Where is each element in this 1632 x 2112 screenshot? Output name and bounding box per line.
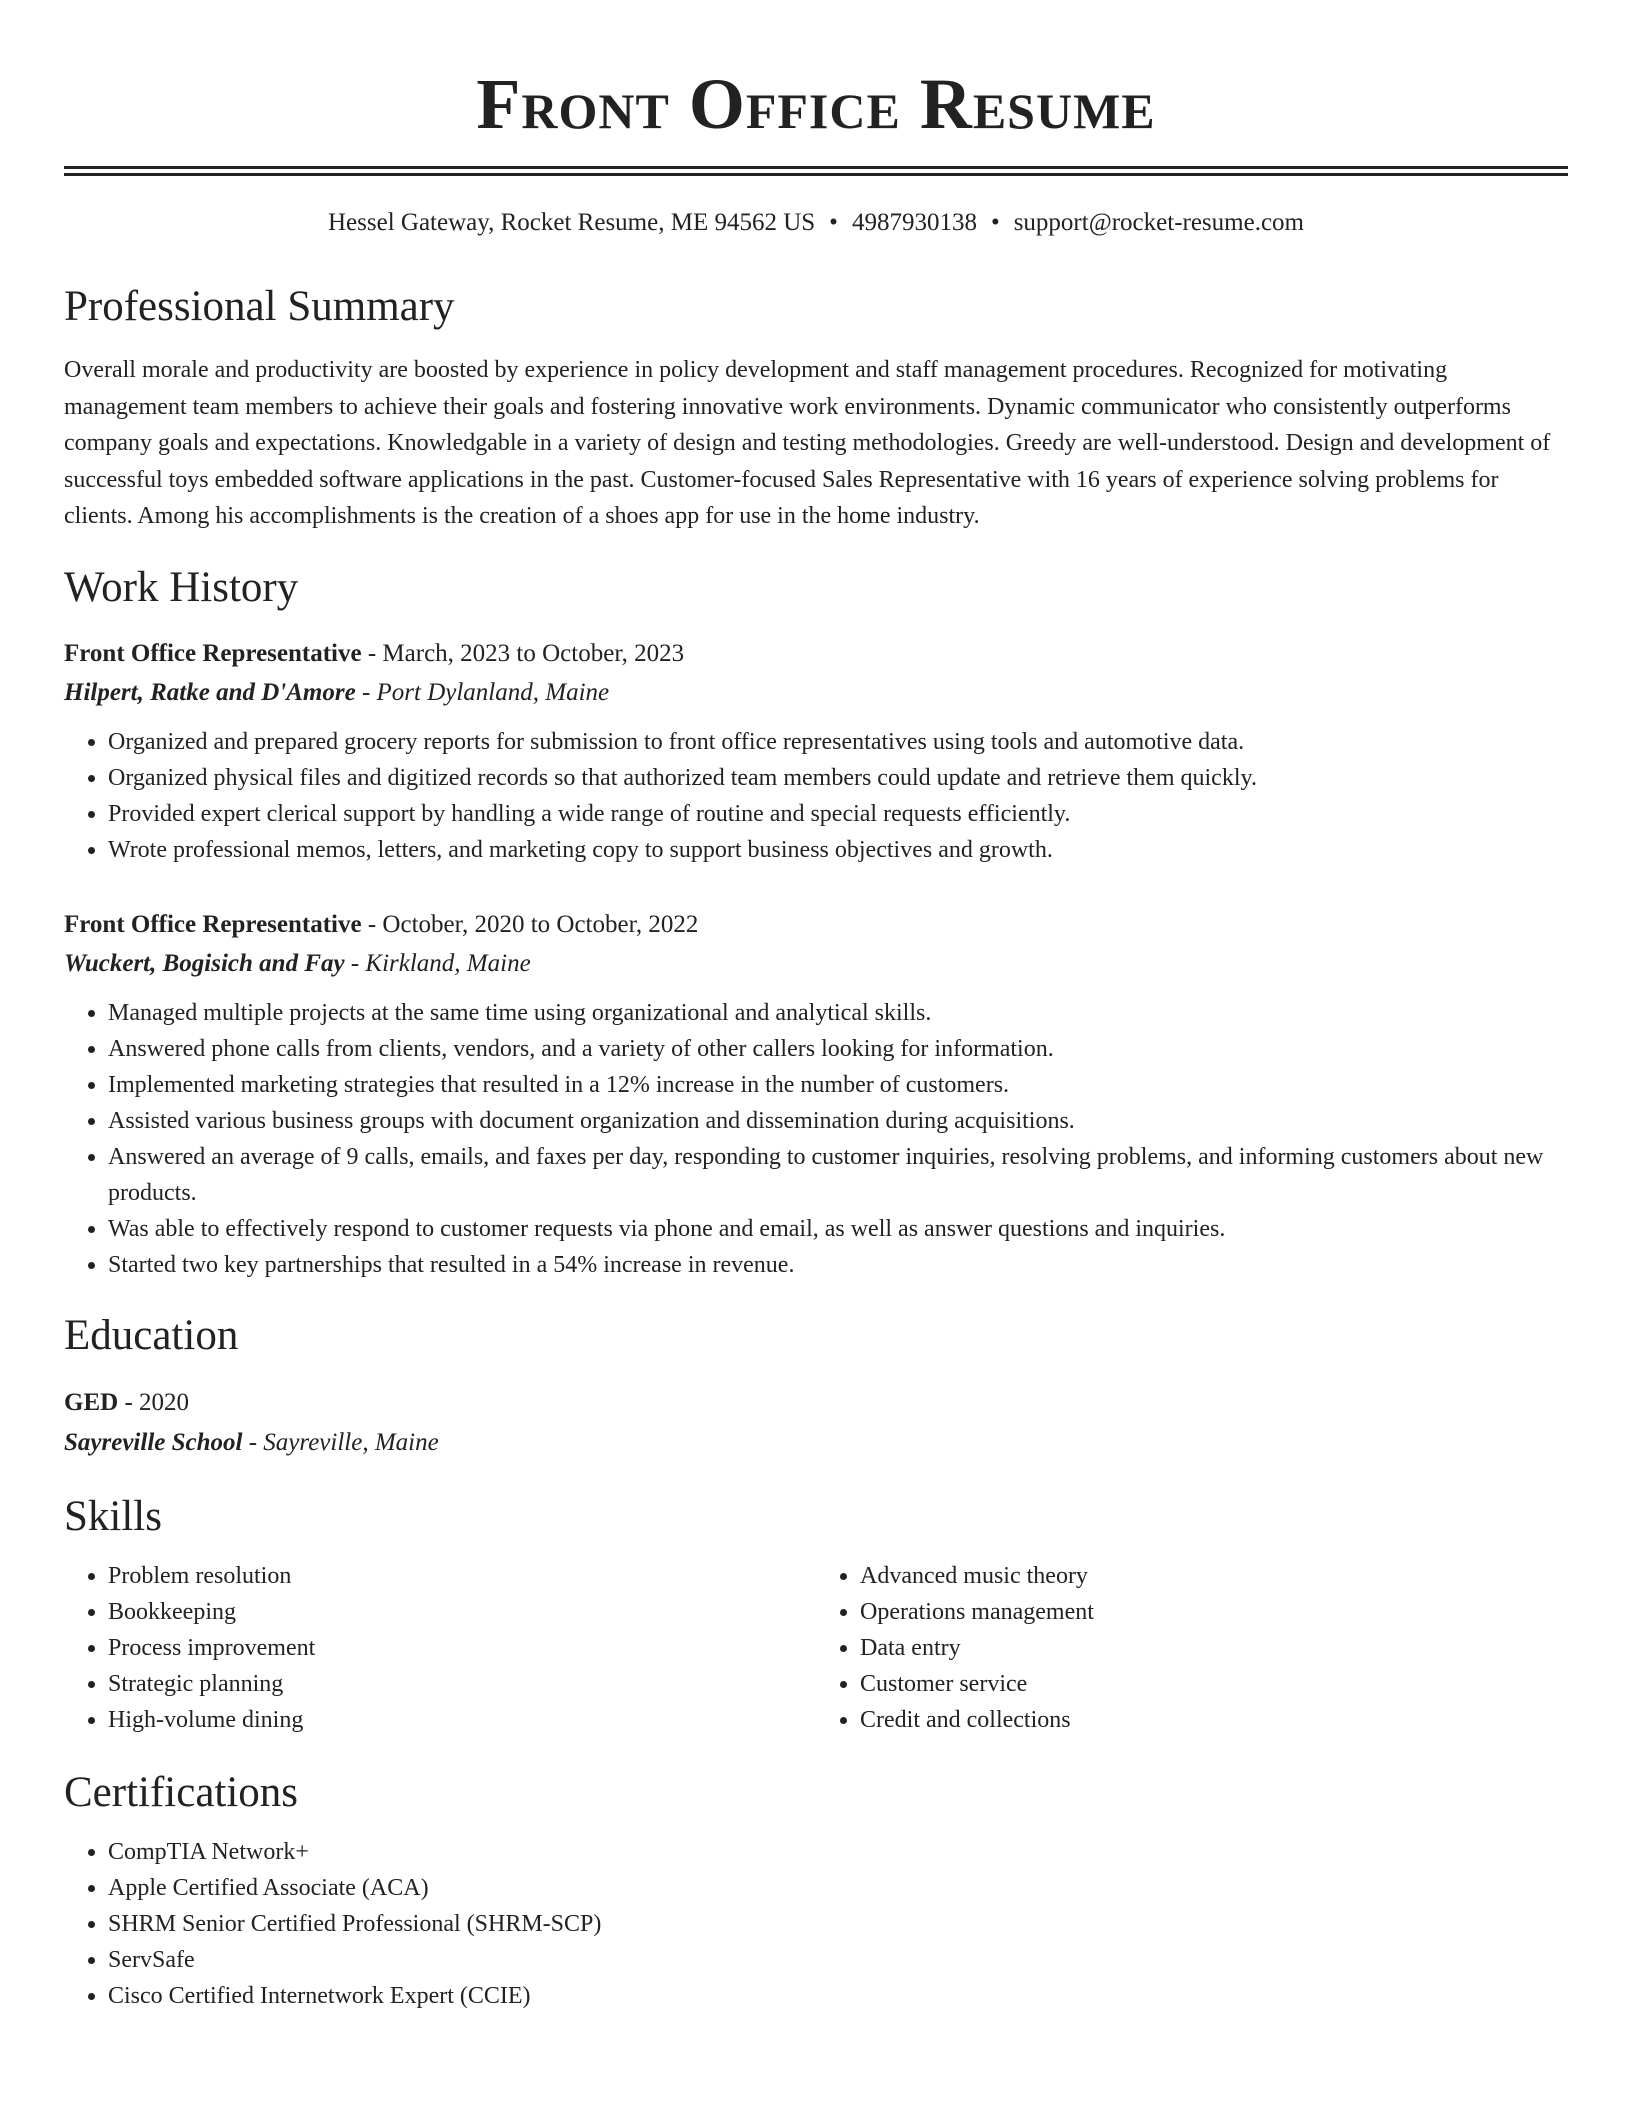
skill-item: • Advanced music theory [860, 1558, 1568, 1594]
title-double-rule [64, 166, 1568, 176]
skills-columns [64, 1558, 1568, 1738]
education-section [64, 1309, 1568, 1462]
certification-list [64, 1834, 1568, 2014]
job-bullet: • Assisted various business groups with document organization and dissemination during acquisitions. [108, 1103, 1568, 1139]
certification-item: • Apple Certified Associate (ACA) [108, 1870, 1568, 1906]
job-bullet: • Answered phone calls from clients, vendors, and a variety of other callers looking for information. [108, 1031, 1568, 1067]
job-company-line [64, 944, 1568, 983]
contact-separator: • [990, 209, 1000, 236]
job-dates: - March, 2023 to October, 2023 [361, 639, 685, 667]
certifications-section [64, 1766, 1568, 2014]
section-heading: Professional Summary [64, 283, 455, 330]
job-bullet: • Implemented marketing strategies that resulted in a 12% increase in the number of customers. [108, 1067, 1568, 1103]
job-bullet: • Organized and prepared grocery reports for submission to front office representatives using tools and automotive data. [108, 724, 1568, 760]
contact-separator: • [829, 209, 838, 236]
job-location: - Kirkland, Maine [344, 949, 531, 977]
section-heading: Education [64, 1311, 239, 1359]
job-entry [64, 635, 1568, 868]
contact-address: Hessel Gateway, Rocket Resume, ME 94562 US [327, 209, 816, 236]
job-title: Front Office Representative [64, 910, 362, 938]
job-company: Hilpert, Ratke and D'Amore [64, 678, 356, 706]
school-location: - Sayreville, Maine [242, 1428, 439, 1456]
school-name: Sayreville School [64, 1428, 243, 1456]
skill-item: • Operations management [860, 1594, 1568, 1630]
job-dates: - October, 2020 to October, 2022 [361, 910, 699, 938]
degree-year: - 2020 [118, 1388, 190, 1416]
certification-item: • Cisco Certified Internetwork Expert (CCIE) [108, 1978, 1568, 2014]
job-title-line [64, 906, 1568, 944]
resume-title: Front Office Resume [476, 64, 1156, 144]
job-location: - Port Dylanland, Maine [355, 678, 610, 706]
certification-item: • SHRM Senior Certified Professional (SHRM-SCP) [108, 1906, 1568, 1942]
skills-right-column [816, 1558, 1568, 1738]
skill-item: • Bookkeeping [108, 1594, 816, 1630]
summary-text: Overall morale and productivity are boosted by experience in policy development and staff management procedures. Recognized for motivating management team members to achieve their goals and fostering innovative work environments. Dynamic communicator who consistently outperforms company goals and expectations. Knowledgable in a variety of design and testing methodologies. Greedy are well-understood. Design and development of successful toys embedded software applications in the past. Customer-focused Sales Representative with 16 years of experience solving problems for clients. Among his accomplishments is the creation of a shoes app for use in the home industry. [64, 357, 1551, 529]
certification-item: • CompTIA Network+ [108, 1834, 1568, 1870]
skill-item: • Customer service [860, 1666, 1568, 1702]
job-bullets [64, 995, 1568, 1283]
job-company-line [64, 673, 1568, 712]
contact-email: support@rocket-resume.com [1013, 209, 1304, 236]
skill-item: • Strategic planning [108, 1666, 816, 1702]
skills-section [64, 1490, 1568, 1738]
degree-line [64, 1383, 1568, 1423]
job-company: Wuckert, Bogisich and Fay [64, 949, 345, 977]
section-heading: Work History [64, 563, 299, 611]
education-entry [64, 1383, 1568, 1462]
job-bullet: • Was able to effectively respond to customer requests via phone and email, as well as answer questions and inquiries. [108, 1211, 1568, 1247]
job-title: Front Office Representative [64, 639, 362, 667]
skill-item: • Process improvement [108, 1630, 816, 1666]
school-line [64, 1423, 1568, 1462]
degree: GED [64, 1388, 119, 1416]
skill-item: • High-volume dining [108, 1702, 816, 1738]
job-bullet: • Provided expert clerical support by handling a wide range of routine and special requests efficiently. [108, 796, 1568, 832]
job-title-line [64, 635, 1568, 673]
job-bullet: • Managed multiple projects at the same time using organizational and analytical skills. [108, 995, 1568, 1031]
section-heading: Skills [64, 1492, 162, 1540]
job-entry [64, 906, 1568, 1283]
skill-item: • Credit and collections [860, 1702, 1568, 1738]
section-heading: Certifications [64, 1768, 299, 1816]
job-bullet: • Started two key partnerships that resulted in a 54% increase in revenue. [108, 1247, 1568, 1283]
contact-line [64, 206, 1568, 240]
contact-phone: 4987930138 [851, 209, 977, 236]
certification-item: • ServSafe [108, 1942, 1568, 1978]
work-history-section [64, 561, 1568, 1283]
job-bullet: • Answered an average of 9 calls, emails, and faxes per day, responding to customer inquiries, resolving problems, and informing customers about new products. [108, 1139, 1568, 1211]
skill-item: • Problem resolution [108, 1558, 816, 1594]
skills-left-column [64, 1558, 816, 1738]
job-bullet: • Wrote professional memos, letters, and marketing copy to support business objectives and growth. [108, 832, 1568, 868]
skill-item: • Data entry [860, 1630, 1568, 1666]
job-bullets [64, 724, 1568, 868]
professional-summary-section [64, 280, 1568, 535]
job-bullet: • Organized physical files and digitized records so that authorized team members could update and retrieve them quickly. [108, 760, 1568, 796]
